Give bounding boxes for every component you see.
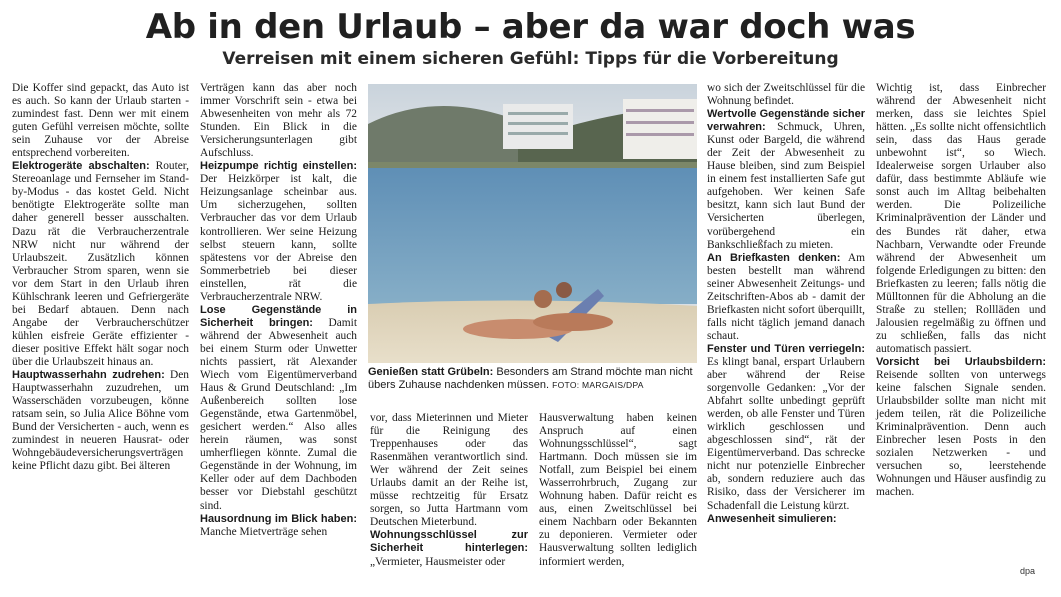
intro-paragraph: Die Koffer sind gepackt, das Auto ist es auch. So kann der Urlaub starten - zumindest fast. Denn wer mit einem guten Gefühl verreisen möchte, sollte sein Zuhause vor der Abreise entsprechend vorbereiten. Elektrogeräte abschalten: Router, Stereoanlage und Fernseher im Stand-by-Modus - das kostet Geld. Nicht benötigte Elektrogeräte sollte man daher generell besser ausschalten. Dazu rät die Verbraucherzentrale NRW nicht nur während der Urlaubszeit. Zusätzlich können Verbraucher Strom sparen, wenn sie vor dem Start in den Urlaub ihren Kühlschrank leeren und Gefriergeräte bei Bedarf abtauen. Denn nach Angabe der Verbraucherschützer kühlen eisfreie Geräte effizienter - dieser positive Effekt hält sogar noch über die Urlaubszeit hinaus an. Hauptwasserhahn zudrehen: Den Hauptwasserhahn zuzudrehen, um Wasserschäden vorzubeugen, könne ratsam sein, so Julia Alice Böhne vom Bund der Versicherten - auch, wenn es zumindest in neueren Hausrat- oder Wohngebäudeversicherungsverträgen keine Pflicht dazu gibt. Bei älteren [12,82,189,473]
subheading: Wertvolle Gegenstände sicher verwahren: [707,108,865,134]
headline: Ab in den Urlaub – aber da war doch was [145,7,916,47]
subheading: Hausordnung im Blick haben: [200,512,357,525]
subheading: Vorsicht bei Urlaubsbildern: [876,355,1046,368]
subheading: Fenster und Türen verriegeln: [707,342,865,355]
beach-photo-image [368,84,697,363]
subheading: Heizpumpe richtig einstellen: [200,160,357,173]
subheading: Anwesenheit simulieren: [707,512,837,525]
article-column-3: vor, dass Mieterinnen und Mieter für die Reinigung des Treppenhauses oder das Rasenmähen verantwortlich sind. Wer während der Zeit seines Urlaubs damit an der Reihe ist, müsse rechtzeitig für Ersatz sorgen, so Jutta Hartmann vom Deutschen Mieterbund. Wohnungsschlüssel zur Sicherheit hinterlegen: „Vermieter, Hausmeister oder [370,412,528,568]
subheading: Hauptwasserhahn zudrehen: [12,369,165,382]
article-column-4: Hausverwaltung haben keinen Anspruch auf einen Wohnungsschlüssel“, sagt Hartmann. Doch müssen sie im Notfall, zum Beispiel bei einem Wasserrohrbruch, Zugang zur Wohnung haben. Dafür reicht es aus, einen Zweitschlüssel bei einem Nachbarn oder Bekannten zu deponieren. Vermieter oder Hausverwaltung sollten lediglich informiert werden, [539,412,697,568]
subline: Verreisen mit einem sicheren Gefühl: Tipps für die Vorbereitung [222,49,839,69]
subheading: An Briefkasten denken: [707,251,841,264]
subheading: Lose Gegenstände in Sicherheit bringen: [200,303,357,329]
article-column-5: wo sich der Zweitschlüssel für die Wohnung befindet. Wertvolle Gegenstände sicher verwahren: Schmuck, Uhren, Kunst oder Bargeld, die während der Zeit der Abwesenheit zu Hause bleiben, sind zum Beispiel in einem fest installierten Safe gut aufgehoben. Wer keinen Safe besitzt, kann sich laut Bund der Versicherten überlegen, vorübergehend ein Bankschließfach zu mieten. An Briefkasten denken: Am besten bestellt man während seiner Abwesenheit Zeitungs- und Zeitschriften-Abos ab - damit der Briefkasten nicht sofort überquillt, falls nicht täglich jemand danach schaut. Fenster und Türen verriegeln: Es klingt banal, erspart Urlaubern aber während der Reise sorgenvolle Gedanken: „Vor der Abfahrt sollte unbedingt geprüft werden, ob alle Fenster und Türen wirklich geschlossen und abgeschlossen sind“, rät der Eigentümerverband. Das schrecke nicht nur potenzielle Einbrecher ab, sondern reduziere auch das Risiko, dass der Versicherer im Schadenfall die Leistung kürzt. Anwesenheit simulieren: [707,82,865,525]
subheading: Elektrogeräte abschalten: [12,160,150,173]
beach-photo [368,84,697,363]
article-column-2: Verträgen kann das aber noch immer Vorschrift sein - etwa bei Abwesenheiten von mehr als 72 Stunden. Ein Blick in die Versicherungsunterlagen gibt Aufschluss. Heizpumpe richtig einstellen: Der Heizkörper ist kalt, die Heizungsanlage scheinbar aus. Um sicherzugehen, sollten Verbraucher das vor dem Urlaub kontrollieren. Wer seine Heizung selbst steuern kann, sollte spätestens vor der Abreise den Sommerbetrieb bei dieser einstellen, rät die Verbraucherzentrale NRW. Lose Gegenstände in Sicherheit bringen: Damit während der Abwesenheit auch bei einem Sturm oder Unwetter nichts passiert, rät Alexander Wiech vom Eigentümerverband Haus & Grund Deutschland: „Im Außenbereich sollten lose Gegenstände, etwa Gartenmöbel, gesichert werden.“ Also alles herein räumen, was sonst umherfliegen könnte. Zumal die Gegenstände in der Wohnung, im Keller oder auf dem Dachboden besser vor Diebstahl geschützt sind. Hausordnung im Blick haben: Manche Mietverträge sehen [200,82,357,538]
photo-caption [368,366,697,392]
caption-lead: Genießen statt Grübeln: [368,366,494,378]
article-column-1 [12,82,189,582]
article-column-6: Wichtig ist, dass Einbrecher während der Abwesenheit nicht merken, dass sie leichtes Spiel hätten. „Es sollte nicht offensichtlich sein, dass das Haus gerade unbewohnt ist“, so Wiech. Idealerweise sorgen Urlauber also dafür, dass bestimmte Abläufe wie sonst auch im Alltag beibehalten werden. Die Polizeiliche Kriminalprävention der Länder und des Bundes rät daher, etwa Nachbarn, Verwandte oder Freunde während der Abwesenheit um folgende Erledigungen zu bitten: den Briefkasten zu leeren; falls nötig die Mülltonnen für die Abholung an die Straße zu stellen; Rollläden und Jalousien regelmäßig zu öffnen und zu schließen, falls das nicht automatisch passiert. Vorsicht bei Urlaubsbildern: Reisende sollten von unterwegs keine falschen Signale senden. Urlaubsbilder sollte man nicht mit jedem teilen, rät die Polizeiliche Kriminalprävention. Denn auch Einbrecher lesen Posts in den sozialen Netzwerken - und versuchen so, leerstehende Wohnungen und Häuser ausfindig zu machen. [876,82,1046,499]
subheading: Wohnungsschlüssel zur Sicherheit hinterlegen: [370,529,528,555]
caption-text: Besonders am Strand möchte man nicht übers Zuhause nachdenken müssen. [368,366,693,391]
agency-tag: dpa [1020,566,1036,576]
photo-credit: FOTO: MARGAIS/DPA [552,380,644,390]
